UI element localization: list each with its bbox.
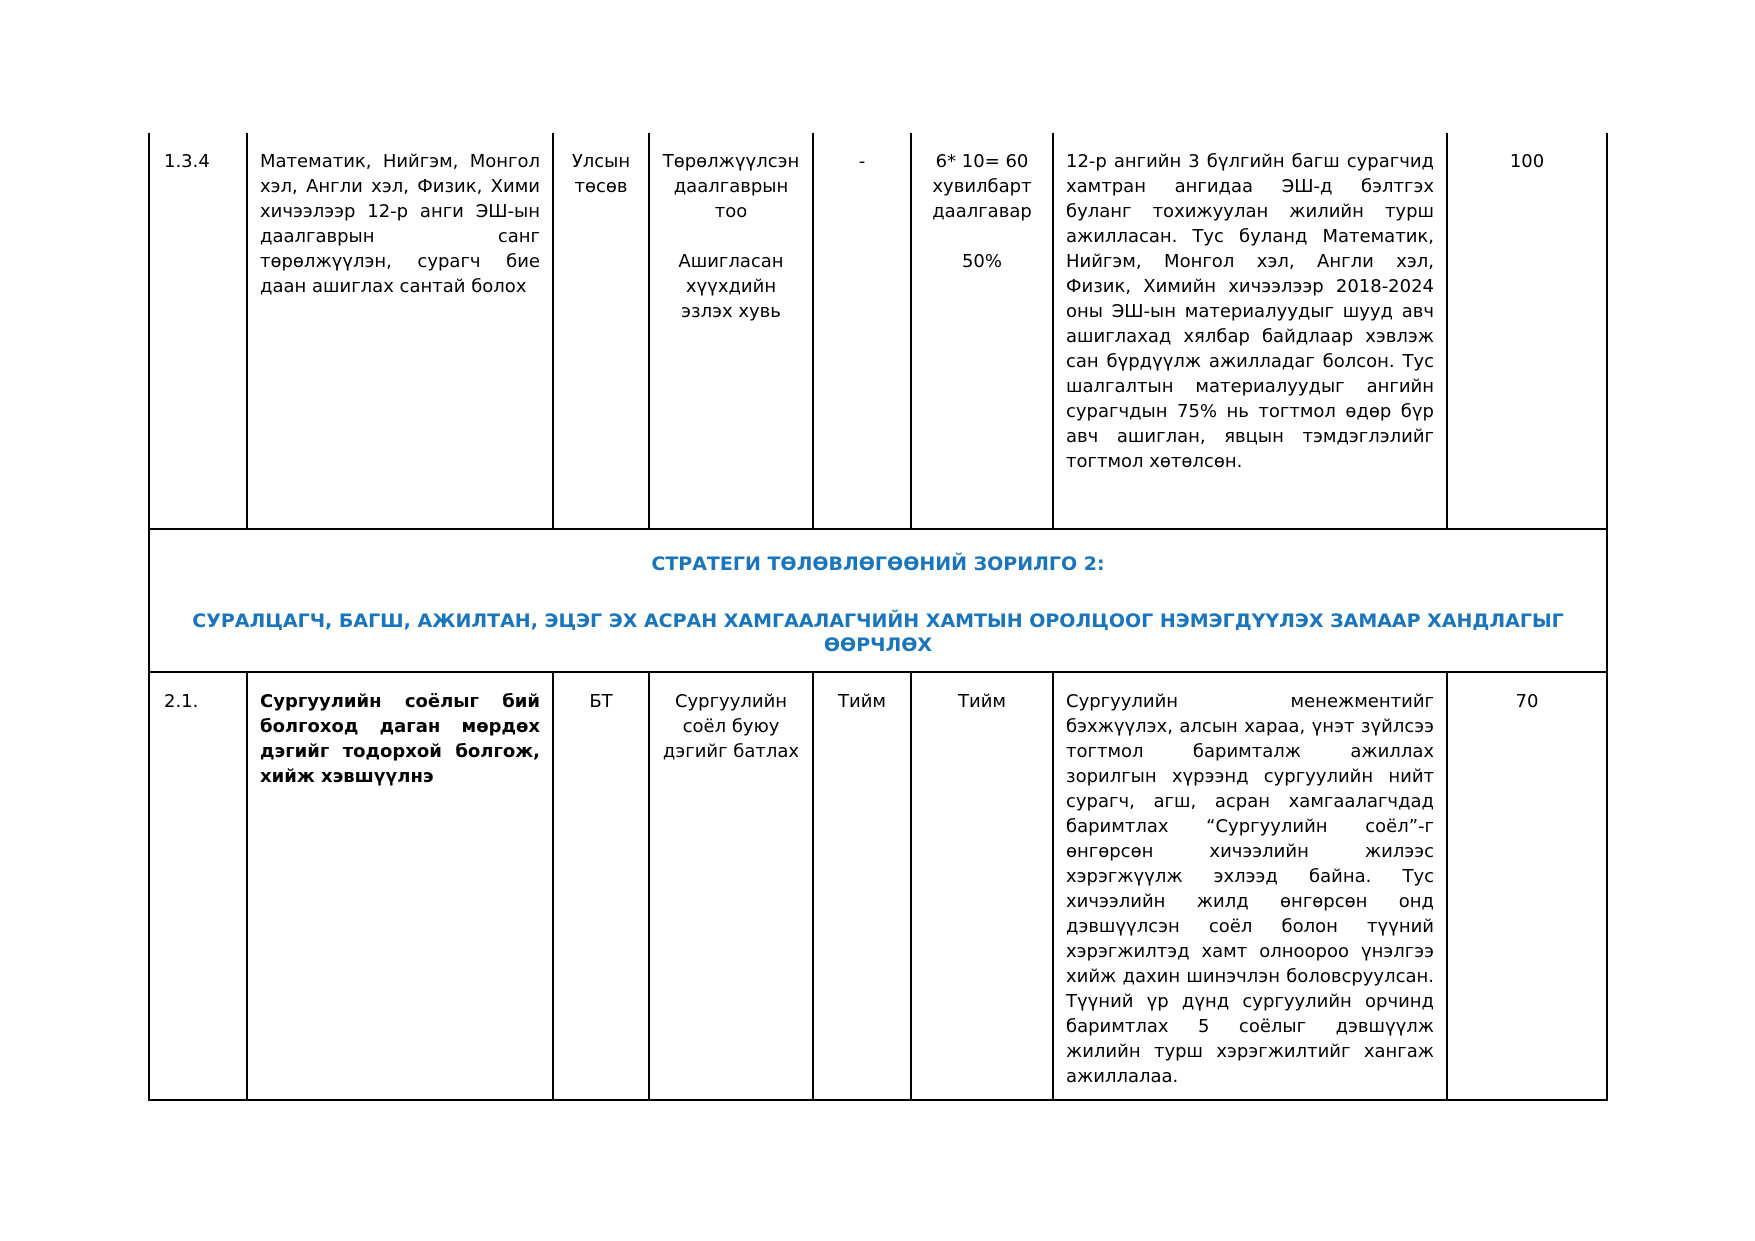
- row-number: 1.3.4: [149, 133, 247, 529]
- section-goal-subtitle: СУРАЛЦАГЧ, БАГШ, АЖИЛТАН, ЭЦЭГ ЭХ АСРАН ХАМГААЛАГЧИЙН ХАМТЫН ОРОЛЦООГ НЭМЭГДҮҮЛЭХ ЗАМААР ХАНДЛАГЫГ ӨӨРЧЛӨХ: [192, 610, 1564, 656]
- score-value: 100: [1447, 133, 1607, 529]
- indicator-line1: Төрөлжүүлсэн даалгаврын тоо: [662, 151, 800, 222]
- target-line1: 6* 10= 60 хувилбарт даалгавар: [932, 151, 1032, 222]
- spacer: [922, 224, 1042, 249]
- target-cell: [911, 133, 1053, 529]
- spacer: [660, 224, 802, 249]
- objective-text: Сургуулийн соёлыг бий болгоход даган мөрдөх дэгийг тодорхой болгож, хийж хэвшүүлнэ: [247, 672, 553, 1100]
- section-header-cell: [149, 529, 1607, 672]
- baseline-value: -: [813, 133, 911, 529]
- assessment-table: [148, 133, 1608, 1101]
- section-goal-title: СТРАТЕГИ ТӨЛӨВЛӨГӨӨНИЙ ЗОРИЛГО 2:: [651, 553, 1105, 575]
- result-text: 12-р ангийн 3 бүлгийн багш сурагчид хамтран ангидаа ЭШ-д бэлтгэх буланг тохижуулан жилийн турш ажилласан. Тус буланд Математик, Нийгэм, Монгол хэл, Англи хэл, Физик, Химийн хичээлээр 2018-2024 оны ЭШ-ын материалуудыг шууд авч ашиглахад хялбар байдлаар хэвлэж сан бүрдүүлж ажилладаг болсон. Тус шалгалтын материалуудыг ангийн сурагчдын 75% нь тогтмол өдөр бүр авч ашиглан, явцын тэмдэглэлийг тогтмол хөтөлсөн.: [1053, 133, 1447, 529]
- row-number: 2.1.: [149, 672, 247, 1100]
- table-row: [149, 133, 1607, 529]
- section-header-row: [149, 529, 1607, 672]
- result-text: Сургуулийн менежментийг бэхжүүлэх, алсын хараа, үнэт зүйлсээ тогтмол баримталж ажиллах зорилгын хүрээнд сургуулийн нийт сурагч, агш, асран хамгаалагчдад баримтлах “Сургуулийн соёл”-г өнгөрсөн хичээлийн жилээс хэрэгжүүлж эхлээд байна. Тус хичээлийн жилд өнгөрсөн онд дэвшүүлсэн соёл болон түүний хэрэгжилтэд хамт олноороо үнэлгээ хийж дахин шинэчлэн боловсруулсан. Түүний үр дүнд сургуулийн орчинд баримтлах 5 соёлыг дэвшүүлж жилийн турш хэрэгжилтийг хангаж ажиллалаа.: [1053, 672, 1447, 1100]
- target-cell: [911, 672, 1053, 1100]
- indicator-cell: [649, 672, 813, 1100]
- indicator-line2: Ашигласан хүүхдийн эзлэх хувь: [678, 251, 784, 322]
- table-row: [149, 672, 1607, 1100]
- funding-source: Улсын төсөв: [553, 133, 649, 529]
- objective-text: Математик, Нийгэм, Монгол хэл, Англи хэл, Физик, Хими хичээлээр 12-р анги ЭШ-ын даалгаврын санг төрөлжүүлэн, сурагч бие даан ашиглах сантай болох: [247, 133, 553, 529]
- target-line2: 50%: [961, 251, 1002, 272]
- target-line1: Тийм: [958, 691, 1006, 712]
- score-value: 70: [1447, 672, 1607, 1100]
- baseline-value: Тийм: [813, 672, 911, 1100]
- funding-source: БТ: [553, 672, 649, 1100]
- indicator-line1: Сургуулийн соёл буюу дэгийг батлах: [662, 691, 800, 762]
- indicator-cell: [649, 133, 813, 529]
